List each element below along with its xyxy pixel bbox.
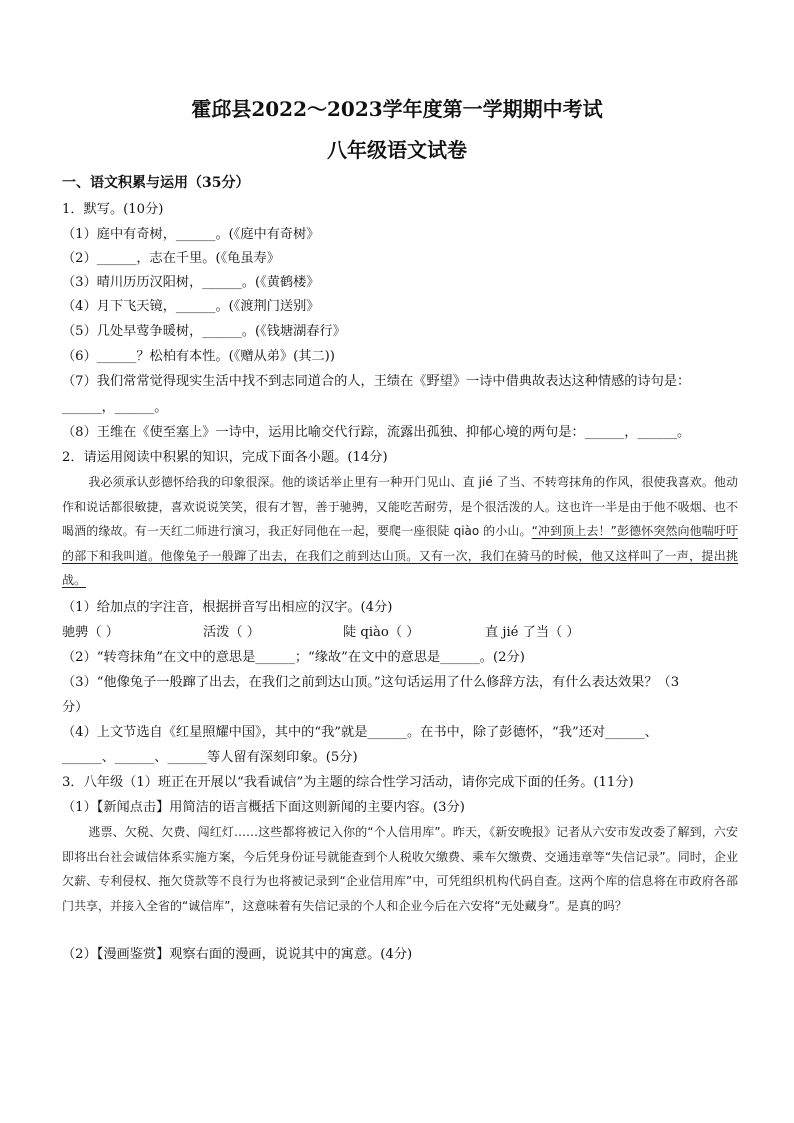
question-2-sub-1: （1）给加点的字注音，根据拼音写出相应的汉字。(4分) — [62, 600, 393, 615]
question-1-item: （7）我们常常觉得现实生活中找不到志同道合的人，王绩在《野望》一诗中借典故表达这种情感的诗句是： — [62, 374, 691, 389]
question-1-item: （3）晴川历历汉阳树，______。(《黄鹤楼》 — [62, 275, 320, 290]
pinyin-row — [62, 624, 622, 642]
question-2-stem: 2．请运用阅读中积累的知识，完成下面各小题。(14分) — [62, 450, 388, 465]
question-1-item: （6）______？松柏有本性。(《赠从弟》(其二)) — [62, 349, 335, 364]
question-2-sub-4-cont: ______、______、______等人留有深刻印象。(5分) — [62, 750, 358, 765]
question-2-sub-3-cont: 分） — [62, 700, 89, 715]
question-1-item: （4）月下飞天镜，______。(《渡荆门送别》 — [62, 299, 320, 314]
pinyin-blank: 驰骋（ ） — [62, 625, 119, 640]
question-1-item: （1）庭中有奇树，______。(《庭中有奇树》 — [62, 227, 320, 242]
pinyin-blank: 陡 qiào（ ） — [343, 625, 420, 640]
passage-text: 我必须承认彭德怀给我的印象很深。他的谈话举止里有一种开门见山、直 jié 了当、不转弯抹角的作风，很使我喜欢。他动作和说话都很敏捷，喜欢说说笑笑，很有才智，善于驰骋，又能吃苦耐劳，是个很活泼的人。这也许一半是由于他不吸烟、也不喝酒的缘故。有一天红二师进行演习，我正好同他在一起，要爬一座很陡 qiào 的小山。 — [62, 475, 738, 539]
exam-subtitle: 八年级语文试卷 — [327, 138, 467, 162]
section-heading: 一、语文积累与运用（35分） — [62, 175, 250, 191]
pinyin-blank: 活泼（ ） — [203, 625, 260, 640]
question-3-sub-2: （2）【漫画鉴赏】观察右面的漫画，说说其中的寓意。(4分) — [62, 947, 413, 962]
question-1-item: （8）王维在《使至塞上》一诗中，运用比喻交代行踪，流露出孤独、抑郁心境的两句是：______，______。 — [62, 425, 691, 440]
pinyin-blank: 直 jié 了当（ ） — [485, 625, 580, 640]
question-2-sub-2: （2）“转弯抹角”在文中的意思是______；“缘故”在文中的意思是______。(2分) — [62, 650, 525, 665]
news-passage: 逃票、欠税、欠费、闯红灯……这些都将被记入你的“个人信用库”。昨天，《新安晚报》记者从六安市发改委了解到，六安即将出台社会诚信体系实施方案，今后凭身份证号就能查到个人税收欠缴费、乘车欠缴费、交通违章等“失信记录”。同时，企业欠薪、专利侵权、拖欠贷款等不良行为也将被记录到“企业信用库”中，可凭组织机构代码自查。这两个库的信息将在市政府各部门共享，并接入全省的“诚信库”，这意味着有失信记录的个人和企业今后在六安将“无处藏身”。是真的吗？ — [62, 825, 738, 913]
question-1-item: （2）______，志在千里。(《龟虽寿》 — [62, 251, 280, 266]
question-1-item: ______，______。 — [62, 400, 168, 415]
reading-passage — [62, 470, 738, 593]
question-1-item: （5）几处早莺争暖树，______。(《钱塘湖春行》 — [62, 324, 346, 339]
question-3-stem: 3．八年级（1）班正在开展以“我看诚信”为主题的综合性学习活动，请你完成下面的任务。(11分) — [62, 775, 634, 790]
exam-title: 霍邱县2022～2023学年度第一学期期中考试 — [191, 97, 603, 121]
question-1-stem: 1．默写。(10分) — [62, 202, 164, 217]
underlined-sentence: “冲到顶上去！”彭德怀突然向他喘吁吁的部下和我叫道。他像兔子一般蹿了出去，在我们之前到达山顶。又有一次，我们在骑马的时候，他又这样叫了一声，提出挑战。 — [62, 524, 739, 588]
question-3-sub-1: （1）【新闻点击】用简洁的语言概括下面这则新闻的主要内容。(3分) — [62, 800, 465, 815]
question-2-sub-3: （3）“他像兔子一般蹿了出去，在我们之前到达山顶。”这句话运用了什么修辞方法，有什么表达效果？（3 — [62, 675, 680, 690]
question-2-sub-4: （4）上文节选自《红星照耀中国》，其中的“我”就是______。在书中，除了彭德怀，“我”还对______、 — [62, 725, 658, 740]
